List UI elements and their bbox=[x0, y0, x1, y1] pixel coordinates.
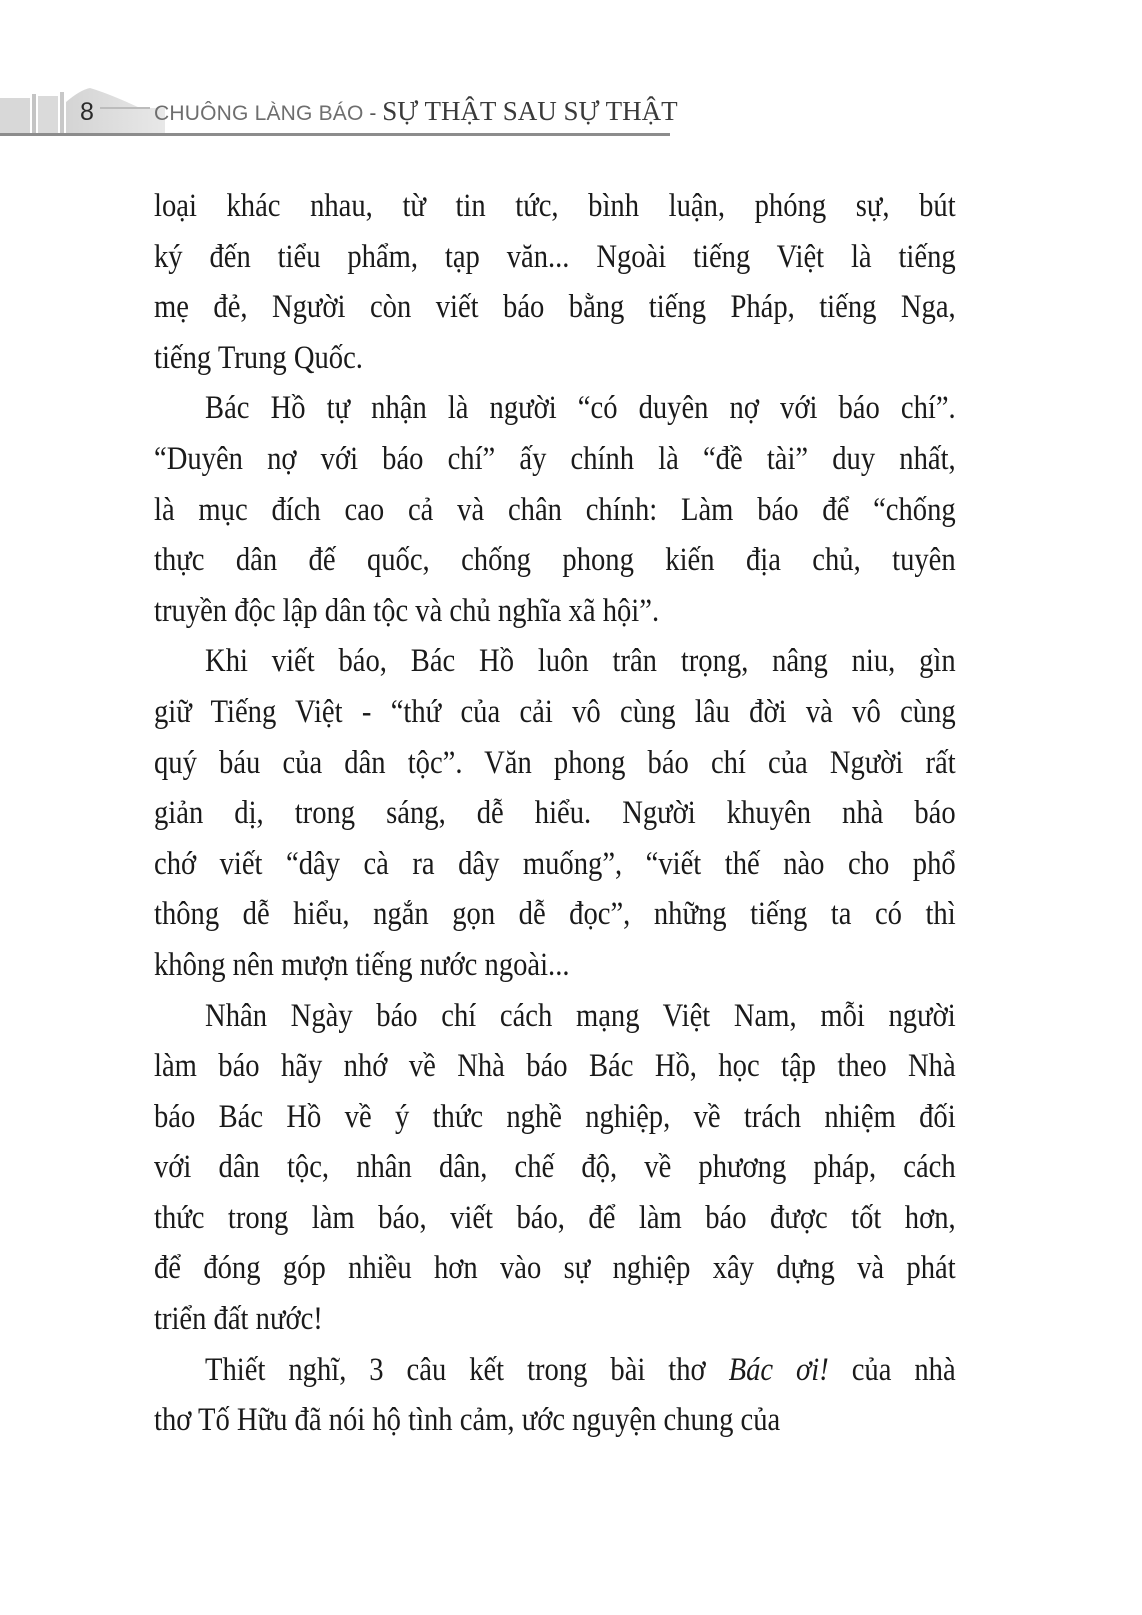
italic-poem-title: Bác ơi! bbox=[728, 1351, 829, 1388]
text-line: thông dễ hiểu, ngắn gọn dễ đọc”, những tiếng ta có thì bbox=[154, 896, 956, 933]
text-line: thơ Tố Hữu đã nói hộ tình cảm, ước nguyện chung của bbox=[154, 1402, 781, 1439]
text-line: Bác Hồ tự nhận là người “có duyên nợ với báo chí”. bbox=[205, 390, 956, 427]
text-line: làm báo hãy nhớ về Nhà báo Bác Hồ, học tập theo Nhà bbox=[154, 1048, 956, 1085]
body-text bbox=[154, 181, 956, 1446]
paragraph bbox=[154, 1345, 956, 1446]
text-run: của nhà bbox=[828, 1351, 956, 1388]
text-line: tiếng Trung Quốc. bbox=[154, 339, 363, 376]
text-line bbox=[154, 1345, 956, 1396]
text-line: quý báu của dân tộc”. Văn phong báo chí của Người rất bbox=[154, 744, 956, 781]
paragraph bbox=[154, 383, 956, 636]
text-line: giữ Tiếng Việt - “thứ của cải vô cùng lâu đời và vô cùng bbox=[154, 693, 956, 730]
text-line: thức trong làm báo, viết báo, để làm báo được tốt hơn, bbox=[154, 1199, 956, 1236]
text-line: ký đến tiểu phẩm, tạp văn... Ngoài tiếng Việt là tiếng bbox=[154, 238, 956, 275]
header-rule bbox=[0, 133, 670, 136]
paragraph bbox=[154, 636, 956, 990]
text-line: Nhân Ngày báo chí cách mạng Việt Nam, mỗi người bbox=[205, 997, 956, 1034]
text-line: truyền độc lập dân tộc và chủ nghĩa xã hội”. bbox=[154, 592, 660, 629]
text-line: mẹ đẻ, Người còn viết báo bằng tiếng Pháp, tiếng Nga, bbox=[154, 289, 956, 326]
text-line: để đóng góp nhiều hơn vào sự nghiệp xây dựng và phát bbox=[154, 1250, 956, 1287]
page-number: 8 bbox=[80, 98, 94, 126]
text-line: giản dị, trong sáng, dễ hiểu. Người khuyên nhà báo bbox=[154, 795, 956, 832]
text-line: thực dân đế quốc, chống phong kiến địa chủ, tuyên bbox=[154, 542, 956, 579]
paragraph bbox=[154, 991, 956, 1345]
running-head-title bbox=[154, 98, 678, 125]
series-title: CHUÔNG LÀNG BÁO bbox=[154, 102, 364, 125]
text-line: loại khác nhau, từ tin tức, bình luận, phóng sự, bút bbox=[154, 188, 956, 224]
title-separator: - bbox=[363, 102, 383, 125]
text-line: là mục đích cao cả và chân chính: Làm báo để “chống bbox=[154, 491, 956, 528]
text-line: triển đất nước! bbox=[154, 1301, 323, 1338]
book-title: SỰ THẬT SAU SỰ THẬT bbox=[382, 96, 678, 126]
text-line: không nên mượn tiếng nước ngoài... bbox=[154, 946, 570, 983]
running-header bbox=[0, 80, 678, 138]
text-line: Khi viết báo, Bác Hồ luôn trân trọng, nâng niu, gìn bbox=[205, 643, 956, 680]
text-run: Thiết nghĩ, 3 câu kết trong bài thơ bbox=[205, 1351, 729, 1388]
text-line: báo Bác Hồ về ý thức nghề nghiệp, về trách nhiệm đối bbox=[154, 1098, 956, 1135]
paragraph bbox=[154, 181, 956, 383]
text-line: “Duyên nợ với báo chí” ấy chính là “đề tài” duy nhất, bbox=[154, 440, 956, 477]
text-line: với dân tộc, nhân dân, chế độ, về phương pháp, cách bbox=[154, 1149, 956, 1186]
text-line: chớ viết “dây cà ra dây muống”, “viết thế nào cho phổ bbox=[154, 845, 956, 882]
